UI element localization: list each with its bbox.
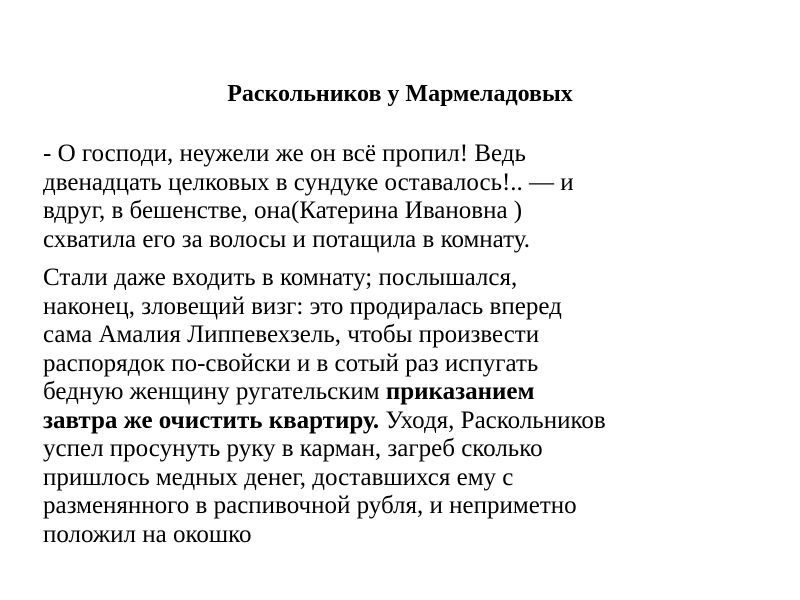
text-line: успел просунуть руку в карман, загреб сколько [43, 435, 543, 462]
text-line: вдруг, в бешенстве, она(Катерина Ивановна ) [43, 197, 523, 224]
bold-text: завтра же очистить квартиру. [43, 406, 380, 434]
text-line: Уходя, Раскольников [379, 406, 606, 434]
text-line: положил на окошко [43, 520, 252, 548]
text-line: бедную женщину ругательским [43, 378, 386, 405]
text-line: двенадцать целковых в сундуке оставалось!.. — и [43, 168, 574, 196]
paragraph-2 [43, 264, 763, 549]
paragraph-1 [43, 140, 763, 254]
slide-title: Раскольников у Мармеладовых [227, 81, 573, 107]
text-line: схватила его за волосы и потащила в комнату. [43, 225, 530, 253]
text-line: наконец, зловещий визг: это продиралась вперед [43, 292, 562, 320]
text-line: сама Амалия Липпевехзель, чтобы произвести [43, 321, 540, 348]
text-line: - О господи, неужели же он всё пропил! Ведь [43, 140, 526, 167]
slide-body [43, 140, 763, 549]
text-line: Стали даже входить в комнату; послышался, [43, 264, 518, 291]
text-line: пришлось медных денег, доставшихся ему с [43, 463, 514, 491]
text-line: разменянного в распивочной рубля, и неприметно [43, 492, 577, 519]
text-line: распорядок по-свойски и в сотый раз испугать [43, 349, 539, 377]
bold-text: приказанием [385, 378, 535, 405]
